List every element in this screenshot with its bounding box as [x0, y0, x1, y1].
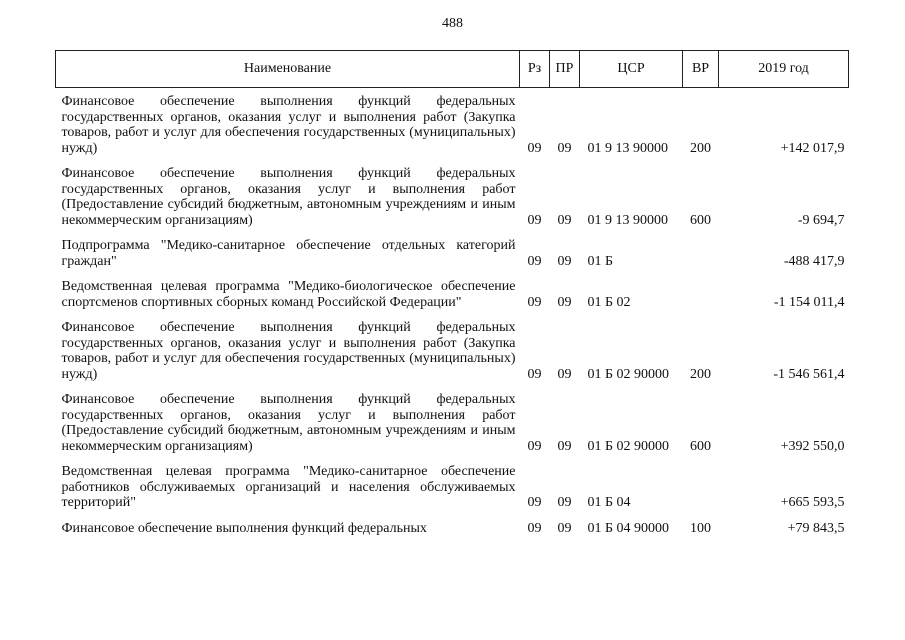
header-csr: ЦСР [580, 51, 683, 88]
row-rz: 09 [527, 253, 542, 269]
row-pr: 09 [557, 140, 572, 156]
header-pr: ПР [550, 51, 580, 88]
row-amount: -1 154 011,4 [773, 294, 845, 310]
page-number: 488 [442, 16, 463, 31]
header-name: Наименование [56, 51, 520, 88]
row-pr: 09 [557, 294, 572, 310]
row-amount: +392 550,0 [780, 438, 845, 454]
row-csr: 01 Б 04 [587, 495, 631, 510]
table-row [56, 160, 849, 232]
row-rz: 09 [527, 212, 542, 228]
row-amount: -1 546 561,4 [773, 366, 845, 382]
row-pr: 09 [557, 438, 572, 454]
table-row [56, 232, 849, 273]
row-pr: 09 [557, 212, 572, 228]
header-vr: ВР [683, 51, 719, 88]
row-name: Финансовое обеспечение выполнения функций федеральных государственных органов, оказания услуг и выполнения работ (Предоставление субсидий бюджетным, автономным учреждениям и иным некоммерческим организациям) [61, 392, 516, 454]
row-name: Ведомственная целевая программа "Медико-биологическое обеспечение спортсменов спортивных сборных команд Российской Федерации" [61, 279, 516, 310]
row-vr: 100 [690, 520, 711, 536]
row-vr [683, 273, 719, 314]
row-vr: 200 [690, 140, 711, 156]
table-row [56, 386, 849, 458]
budget-table [55, 50, 849, 540]
row-rz: 09 [527, 520, 542, 536]
row-csr: 01 Б [587, 253, 614, 269]
table-row [56, 273, 849, 314]
row-rz: 09 [527, 294, 542, 310]
table-row [56, 515, 849, 541]
row-vr [683, 232, 719, 273]
row-name: Финансовое обеспечение выполнения функций федеральных государственных органов, оказания услуг и выполнения работ (Закупка товаров, работ и услуг для обеспечения государственных (муниципальных) нужд) [61, 320, 516, 382]
row-name: Финансовое обеспечение выполнения функций федеральных государственных органов, оказания услуг и выполнения работ (Предоставление субсидий бюджетным, автономным учреждениям и иным некоммерческим организациям) [61, 166, 516, 228]
row-pr: 09 [557, 366, 572, 382]
row-rz: 09 [527, 495, 542, 510]
row-name: Финансовое обеспечение выполнения функций федеральных государственных органов, оказания услуг и выполнения работ (Закупка товаров, работ и услуг для обеспечения государственных (муниципальных) нужд) [61, 94, 516, 156]
row-vr: 600 [690, 212, 711, 228]
row-vr [683, 458, 719, 515]
table-row [56, 314, 849, 386]
row-rz: 09 [527, 438, 542, 454]
table-header-row [56, 51, 849, 88]
row-vr: 200 [690, 366, 711, 382]
row-name: Подпрограмма "Медико-санитарное обеспечение отдельных категорий граждан" [61, 238, 516, 269]
row-pr: 09 [557, 253, 572, 269]
row-csr: 01 9 13 90000 [587, 212, 668, 228]
row-csr: 01 Б 04 90000 [587, 520, 670, 536]
row-rz: 09 [527, 140, 542, 156]
row-name: Финансовое обеспечение выполнения функций федеральных [61, 520, 427, 536]
row-name: Ведомственная целевая программа "Медико-санитарное обеспечение работников обслуживаемых организаций и населения обслуживаемых территорий" [61, 464, 516, 510]
row-csr: 01 Б 02 [587, 294, 631, 310]
row-csr: 01 Б 02 90000 [587, 438, 670, 454]
row-amount: +79 843,5 [787, 520, 845, 536]
header-rz: Рз [520, 51, 550, 88]
row-rz: 09 [527, 366, 542, 382]
row-pr: 09 [557, 495, 572, 510]
row-vr: 600 [690, 438, 711, 454]
row-amount: +142 017,9 [780, 140, 845, 156]
row-amount: -9 694,7 [797, 212, 845, 228]
table-row [56, 458, 849, 515]
row-csr: 01 Б 02 90000 [587, 366, 670, 382]
row-pr: 09 [557, 520, 572, 536]
row-amount: -488 417,9 [783, 253, 845, 269]
table-row [56, 88, 849, 161]
header-year: 2019 год [719, 51, 849, 88]
row-csr: 01 9 13 90000 [587, 140, 668, 156]
row-amount: +665 593,5 [780, 495, 845, 510]
